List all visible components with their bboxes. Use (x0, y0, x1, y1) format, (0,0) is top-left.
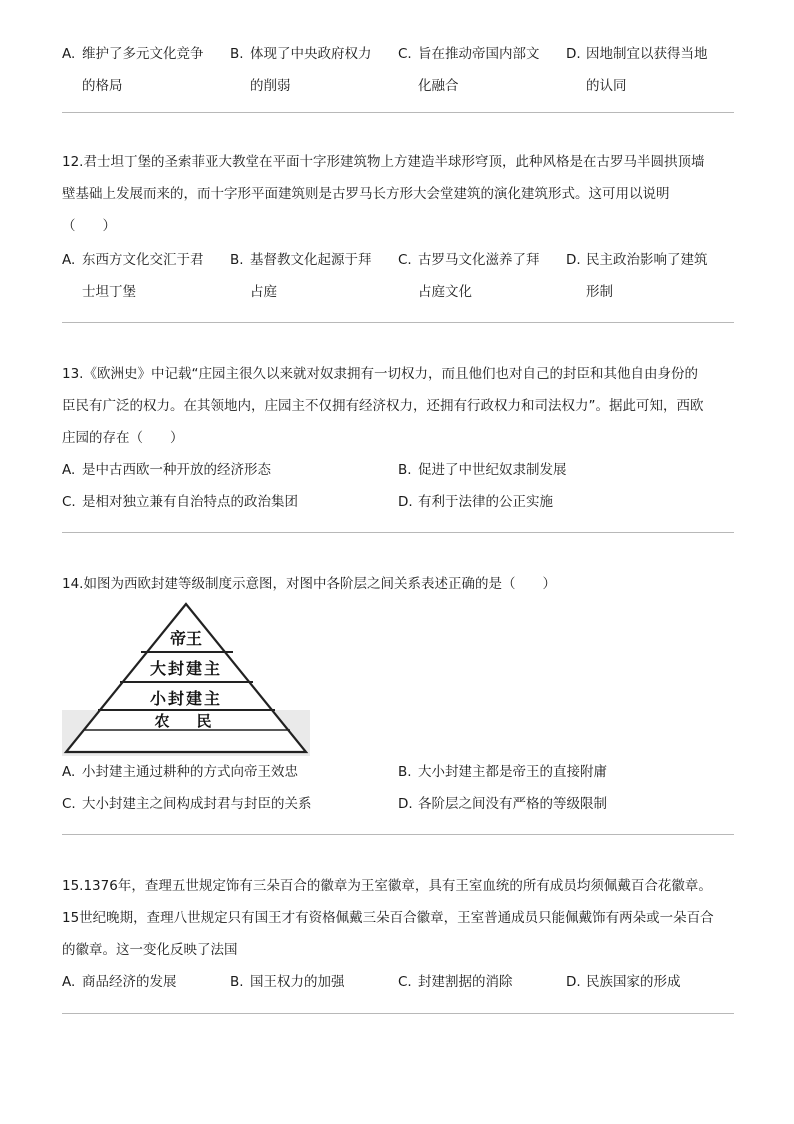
option-letter: A. (62, 764, 76, 780)
divider (62, 112, 734, 113)
option-text: 基督教文化起源于拜 (250, 252, 372, 268)
q15-option-d[interactable] (566, 966, 681, 998)
option-text: 各阶层之间没有严格的等级限制 (418, 796, 607, 812)
stem-line: 14.如图为西欧封建等级制度示意图，对图中各阶层之间关系表述正确的是（ ） (62, 576, 556, 592)
stem-line: 庄园的存在（ ） (62, 430, 184, 446)
option-text: 商品经济的发展 (82, 974, 177, 990)
option-text: 国王权力的加强 (250, 974, 345, 990)
divider (62, 1013, 734, 1014)
pyramid-level-label: 帝王 (169, 629, 203, 648)
divider (62, 322, 734, 323)
option-text: 古罗马文化滋养了拜 (418, 252, 540, 268)
option-letter: D. (398, 796, 413, 812)
option-text-wrap: 的认同 (586, 78, 627, 94)
q15-stem (62, 870, 742, 966)
feudal-pyramid-figure (62, 600, 310, 756)
option-text-wrap: 化融合 (418, 78, 459, 94)
stem-line: 15世纪晚期，查理八世规定只有国王才有资格佩戴三朵百合徽章，王室普通成员只能佩戴饰有两朵或一朵百合 (62, 910, 714, 926)
option-text: 是中古西欧一种开放的经济形态 (82, 462, 271, 478)
q11-option-c[interactable] (398, 38, 540, 102)
option-text: 维护了多元文化竞争 (82, 46, 204, 62)
q11-option-b[interactable] (230, 38, 372, 102)
option-letter: B. (230, 46, 244, 62)
q11-option-a[interactable] (62, 38, 204, 102)
option-text-wrap: 的格局 (82, 78, 123, 94)
option-letter: B. (398, 462, 412, 478)
option-letter: C. (62, 796, 76, 812)
q13-option-a[interactable] (62, 454, 271, 486)
stem-line: 12.君士坦丁堡的圣索菲亚大教堂在平面十字形建筑物上方建造半球形穹顶，此种风格是在古罗马半圆拱顶墙 (62, 154, 705, 170)
option-text-wrap: 的削弱 (250, 78, 291, 94)
option-letter: C. (398, 974, 412, 990)
q12-option-a[interactable] (62, 244, 204, 308)
option-text: 体现了中央政府权力 (250, 46, 372, 62)
option-text: 小封建主通过耕种的方式向帝王效忠 (82, 764, 298, 780)
option-text-wrap: 士坦丁堡 (82, 284, 136, 300)
option-letter: D. (398, 494, 413, 510)
q13-option-d[interactable] (398, 486, 553, 518)
option-text: 大小封建主之间构成封君与封臣的关系 (82, 796, 312, 812)
option-text: 有利于法律的公正实施 (418, 494, 553, 510)
q14-option-b[interactable] (398, 756, 607, 788)
pyramid-level-label: 小封建主 (149, 689, 223, 708)
q14-option-c[interactable] (62, 788, 312, 820)
stem-line: 13.《欧洲史》中记载“庄园主很久以来就对奴隶拥有一切权力，而且他们也对自己的封臣和其他自由身份的 (62, 366, 698, 382)
divider (62, 532, 734, 533)
option-letter: D. (566, 252, 581, 268)
option-text: 是相对独立兼有自治特点的政治集团 (82, 494, 298, 510)
divider (62, 834, 734, 835)
option-letter: B. (230, 974, 244, 990)
option-letter: B. (230, 252, 244, 268)
option-text: 旨在推动帝国内部文 (418, 46, 540, 62)
q13-option-b[interactable] (398, 454, 567, 486)
option-text-wrap: 占庭文化 (418, 284, 472, 300)
stem-line: 壁基础上发展而来的，而十字形平面建筑则是古罗马长方形大会堂建筑的演化建筑形式。这可用以说明 (62, 186, 670, 202)
option-text: 民族国家的形成 (586, 974, 681, 990)
option-text: 因地制宜以获得当地 (586, 46, 708, 62)
stem-line: 15.1376年，查理五世规定饰有三朵百合的徽章为王室徽章，具有王室血统的所有成员均须佩戴百合花徽章。 (62, 878, 712, 894)
option-letter: A. (62, 462, 76, 478)
stem-line: 的徽章。这一变化反映了法国 (62, 942, 238, 958)
stem-line: （ ） (62, 218, 116, 234)
option-text: 东西方文化交汇于君 (82, 252, 204, 268)
q14-option-a[interactable] (62, 756, 298, 788)
option-letter: A. (62, 974, 76, 990)
option-letter: C. (62, 494, 76, 510)
option-text-wrap: 占庭 (250, 284, 277, 300)
feudal-pyramid-diagram (62, 600, 310, 756)
q11-option-d[interactable] (566, 38, 708, 102)
q12-stem (62, 146, 742, 242)
q14-option-d[interactable] (398, 788, 607, 820)
option-text: 封建割据的消除 (418, 974, 513, 990)
q15-option-b[interactable] (230, 966, 345, 998)
option-letter: B. (398, 764, 412, 780)
option-letter: D. (566, 974, 581, 990)
pyramid-level-label: 大封建主 (149, 659, 223, 678)
option-text-wrap: 形制 (586, 284, 613, 300)
pyramid-level-label: 农 民 (154, 712, 218, 730)
option-letter: D. (566, 46, 581, 62)
stem-line: 臣民有广泛的权力。在其领地内，庄园主不仅拥有经济权力，还拥有行政权力和司法权力”。据此可知，西欧 (62, 398, 704, 414)
q15-option-a[interactable] (62, 966, 177, 998)
q12-option-b[interactable] (230, 244, 372, 308)
option-text: 民主政治影响了建筑 (586, 252, 708, 268)
q12-option-d[interactable] (566, 244, 708, 308)
q12-option-c[interactable] (398, 244, 540, 308)
q13-option-c[interactable] (62, 486, 298, 518)
q14-stem (62, 568, 742, 600)
option-letter: A. (62, 252, 76, 268)
option-letter: C. (398, 46, 412, 62)
option-text: 大小封建主都是帝王的直接附庸 (418, 764, 607, 780)
q13-stem (62, 358, 742, 454)
option-letter: A. (62, 46, 76, 62)
option-letter: C. (398, 252, 412, 268)
q15-option-c[interactable] (398, 966, 513, 998)
option-text: 促进了中世纪奴隶制发展 (418, 462, 567, 478)
